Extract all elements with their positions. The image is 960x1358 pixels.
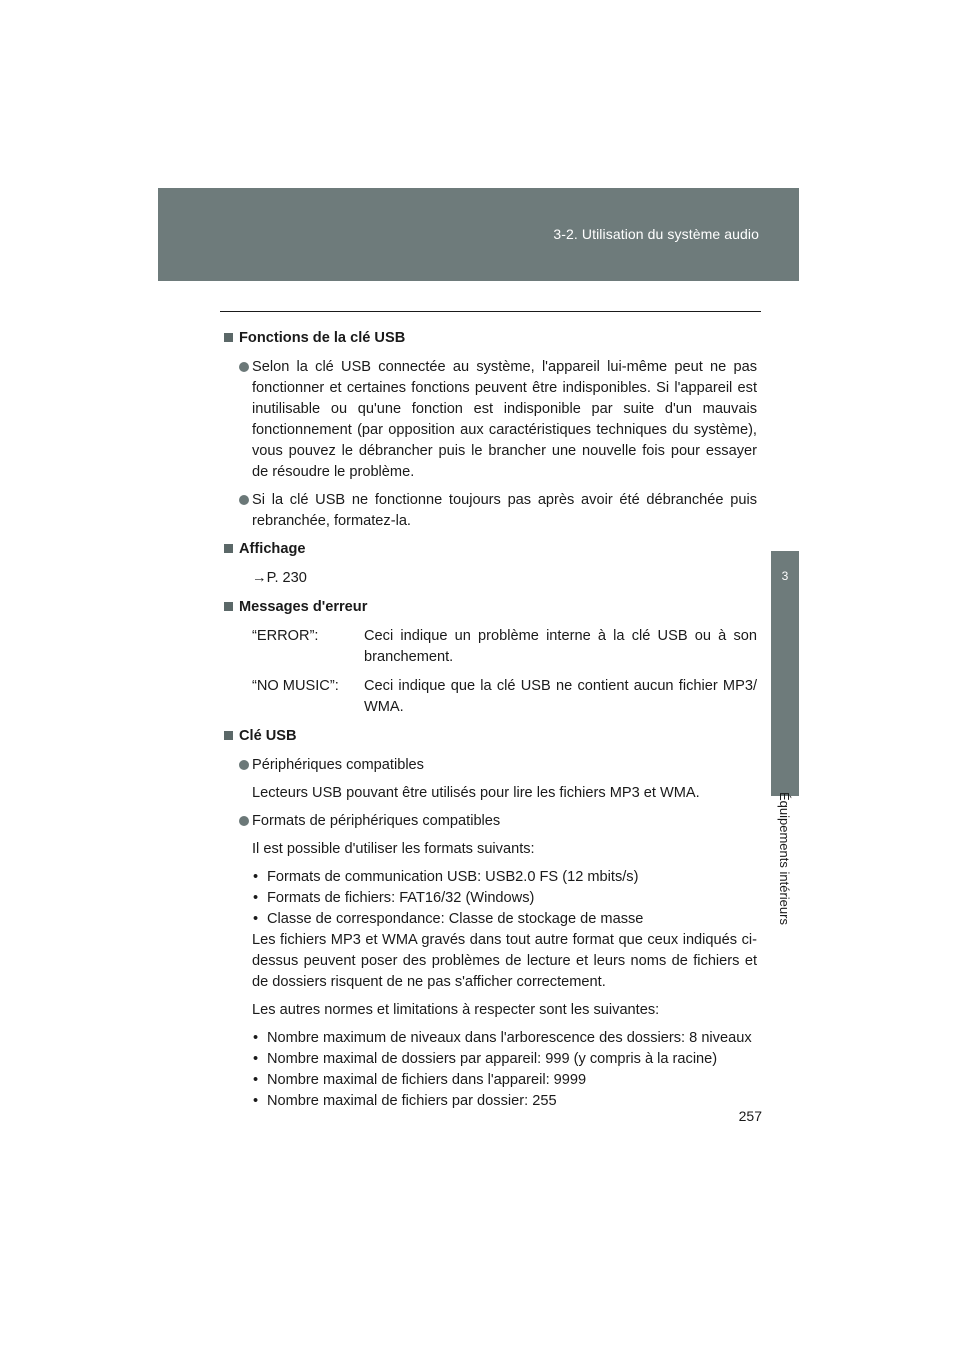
formats-note: Les fichiers MP3 et WMA gravés dans tout autre format que ceux indiqués ci-dessus peuvent poser des problèmes de lecture et leurs noms de fichiers et de dossiers risquent de ne pas s'afficher correctement. bbox=[252, 932, 757, 990]
usb-functions-bullet-2: Si la clé USB ne fonctionne toujours pas après avoir été débranchée puis rebranchée, formatez-la. bbox=[222, 490, 757, 532]
limits-intro: Les autres normes et limitations à respecter sont les suivantes: bbox=[252, 1002, 660, 1018]
compatible-formats-bullet: Formats de périphériques compatibles bbox=[222, 811, 757, 832]
error-message-text: Ceci indique que la clé USB ne contient aucun fichier MP3/ WMA. bbox=[364, 678, 757, 715]
heading-error-messages: Messages d'erreur bbox=[222, 597, 757, 618]
square-bullet-icon bbox=[224, 333, 233, 342]
heading-usb-key: Clé USB bbox=[222, 726, 757, 747]
list-bullet: • bbox=[253, 890, 259, 906]
list-bullet: • bbox=[253, 1072, 259, 1088]
error-message-key: “ERROR”: bbox=[252, 628, 319, 644]
list-item: • Nombre maximal de dossiers par appareil: 999 (y compris à la racine) bbox=[252, 1049, 757, 1070]
square-bullet-icon bbox=[224, 731, 233, 740]
circle-bullet-icon bbox=[239, 362, 249, 372]
chapter-tab bbox=[771, 551, 799, 796]
square-bullet-icon bbox=[224, 602, 233, 611]
chapter-number: 3 bbox=[781, 569, 789, 583]
list-item: • Formats de fichiers: FAT16/32 (Windows) bbox=[252, 888, 757, 909]
list-item: • Formats de communication USB: USB2.0 FS (12 mbits/s) bbox=[252, 867, 757, 888]
limits-list bbox=[222, 1028, 757, 1112]
page-number: 257 bbox=[738, 1108, 762, 1124]
list-item: • Classe de correspondance: Classe de stockage de masse bbox=[252, 909, 757, 930]
error-message-row bbox=[222, 676, 757, 718]
list-bullet: • bbox=[253, 869, 259, 885]
list-bullet: • bbox=[253, 1030, 259, 1046]
list-item: • Nombre maximal de fichiers par dossier: 255 bbox=[252, 1091, 757, 1112]
heading-usb-functions: Fonctions de la clé USB bbox=[222, 328, 757, 349]
circle-bullet-icon bbox=[239, 495, 249, 505]
circle-bullet-icon bbox=[239, 816, 249, 826]
formats-list bbox=[222, 867, 757, 930]
heading-display: Affichage bbox=[222, 539, 757, 560]
error-message-row bbox=[222, 626, 757, 668]
formats-intro: Il est possible d'utiliser les formats suivants: bbox=[252, 841, 535, 857]
list-bullet: • bbox=[253, 1093, 259, 1109]
usb-functions-bullet-1: Selon la clé USB connectée au système, l'appareil lui-même peut ne pas fonctionner et certaines fonctions peuvent être indisponibles. Si l'appareil est inutilisable ou qu'une fonction est indisponible par suite d'un mauvais fonctionnement (par opposition aux caractéristiques techniques du système), vous pouvez le débrancher puis le brancher une nouvelle fois pour essayer de résoudre le problème. bbox=[222, 357, 757, 483]
chapter-label: Équipements intérieurs bbox=[777, 792, 792, 925]
top-rule bbox=[220, 311, 761, 312]
page-content bbox=[222, 328, 757, 1119]
circle-bullet-icon bbox=[239, 760, 249, 770]
section-title: 3-2. Utilisation du système audio bbox=[553, 226, 759, 242]
list-bullet: • bbox=[253, 911, 259, 927]
list-bullet: • bbox=[253, 1051, 259, 1067]
page-reference[interactable]: →P. 230 bbox=[252, 570, 307, 586]
compatible-devices-bullet: Périphériques compatibles bbox=[222, 755, 757, 776]
header-band bbox=[158, 188, 799, 281]
error-message-text: Ceci indique un problème interne à la clé USB ou à son branchement. bbox=[364, 628, 757, 665]
list-item: • Nombre maximal de fichiers dans l'appareil: 9999 bbox=[252, 1070, 757, 1091]
error-message-key: “NO MUSIC”: bbox=[252, 678, 339, 694]
list-item: • Nombre maximum de niveaux dans l'arborescence des dossiers: 8 niveaux bbox=[252, 1028, 757, 1049]
square-bullet-icon bbox=[224, 544, 233, 553]
compatible-devices-text: Lecteurs USB pouvant être utilisés pour lire les fichiers MP3 et WMA. bbox=[252, 785, 700, 801]
